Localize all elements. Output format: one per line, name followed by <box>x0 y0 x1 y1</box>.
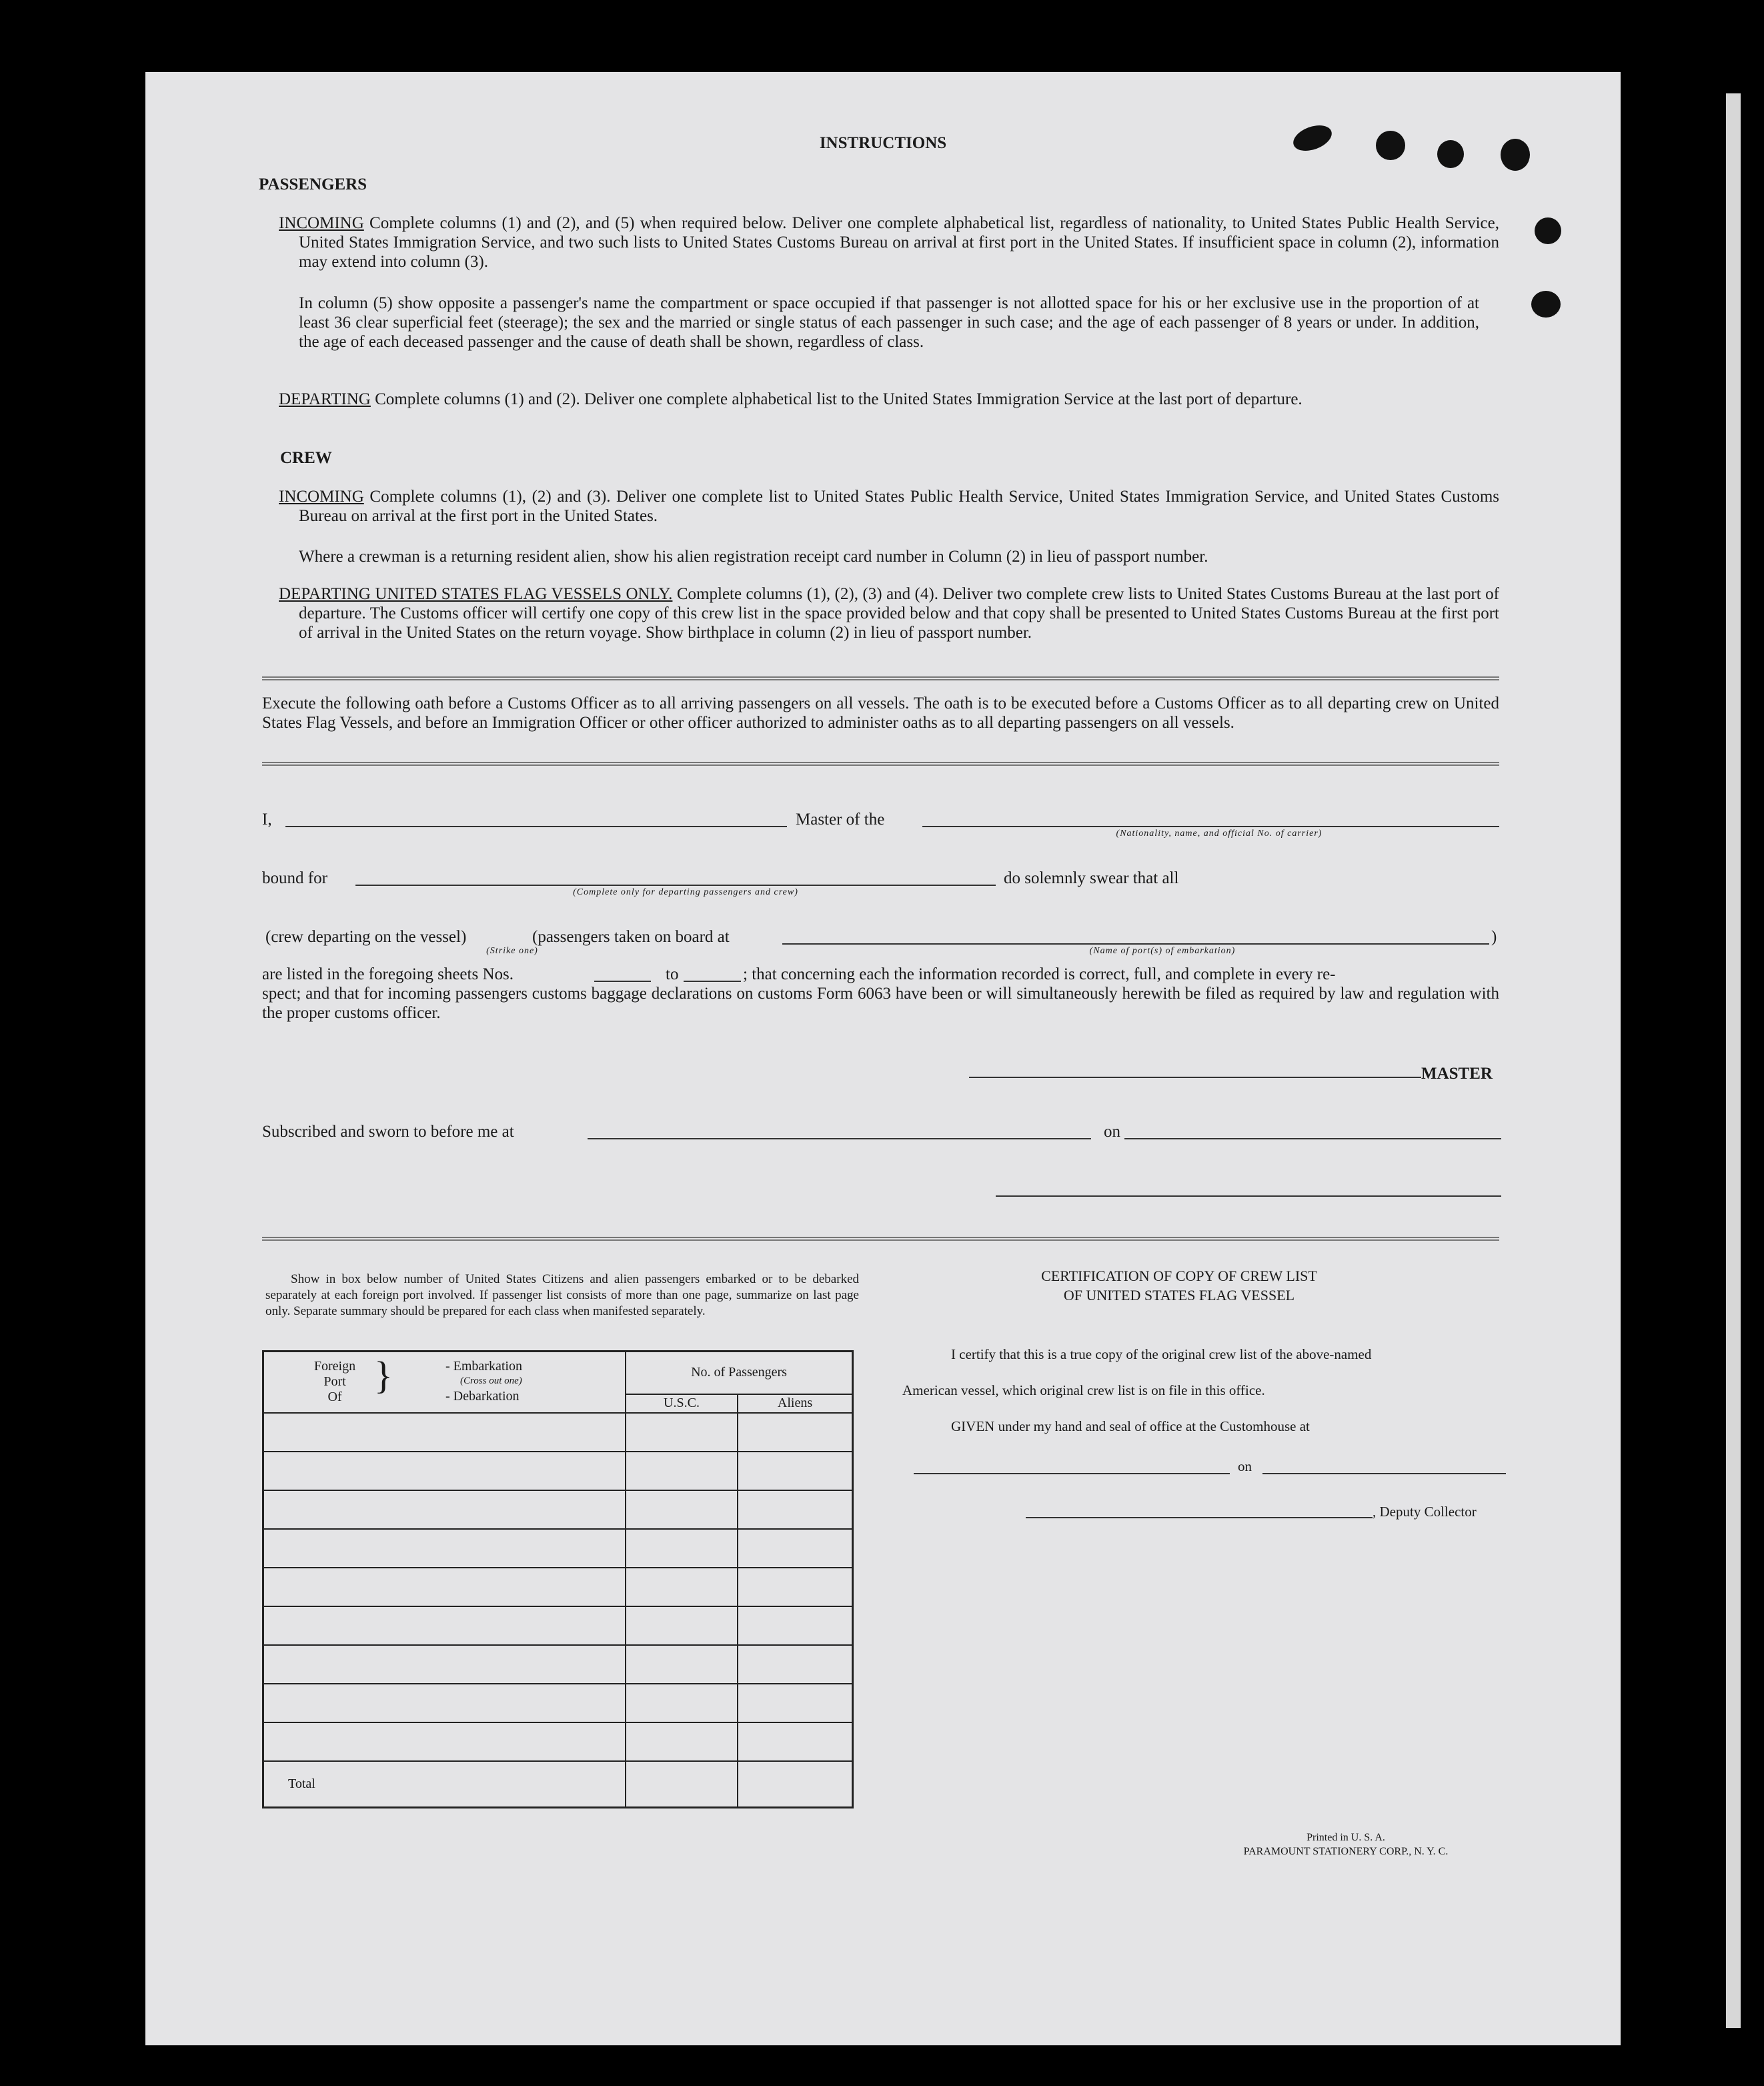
crew-incoming-text: Complete columns (1), (2) and (3). Deliver one complete list to United States Public Health Service, United States Immigration Service, and United States Customs Bureau on arrival at the first port in the United States. <box>299 488 1500 525</box>
column5-paragraph: In column (5) show opposite a passenger's name the compartment or space occupied if that passenger is not allotted space for his or her exclusive use in the proportion of at least 36 clear superficial feet (steerage); the sex and the married or single status of each passenger in such case; and the age of each passenger of 8 years or under. In addition, the age of each deceased passenger and the cause of death shall be shown, regardless of class. <box>299 294 1479 351</box>
crew-departing-text: Complete columns (1), (2), (3) and (4). Deliver two complete crew lists to United States Customs Bureau at the last port of departure. The Customs officer will certify one copy of this crew list in the space provided below and that copy shall be presented to United States Customs Bureau at the first port of arrival in the United States on the return voyage. Show birthplace in column (2) in lieu of passport number. <box>299 585 1499 642</box>
passengers-departing-label: DEPARTING <box>279 390 371 408</box>
total-row <box>263 1761 853 1808</box>
port-cell[interactable] <box>263 1413 626 1452</box>
master-signature-field[interactable] <box>969 1077 1421 1078</box>
port-cell[interactable] <box>263 1645 626 1684</box>
certify-text-b: American vessel, which original crew list is on file in this office. <box>902 1382 1265 1398</box>
aliens-cell[interactable] <box>738 1413 853 1452</box>
usc-cell[interactable] <box>626 1684 738 1722</box>
cross-out-label: (Cross out one) <box>460 1376 522 1386</box>
brace-glyph: } <box>374 1354 393 1397</box>
usc-cell[interactable] <box>626 1568 738 1606</box>
total-aliens-cell[interactable] <box>738 1761 853 1808</box>
crew-departing-option: (crew departing on the vessel) <box>265 928 467 946</box>
usc-cell[interactable] <box>626 1490 738 1529</box>
printer-imprint <box>1179 1831 1513 1859</box>
subscribed-date-field[interactable] <box>1124 1138 1501 1139</box>
port-cell[interactable] <box>263 1568 626 1606</box>
ports-caption: (Name of port(s) of embarkation) <box>1089 946 1236 956</box>
passengers-heading: PASSENGERS <box>259 175 367 193</box>
passengers-incoming-paragraph <box>279 213 1499 272</box>
listed-text-b: ; that concerning each the information recorded is correct, full, and complete in every re- <box>743 965 1336 983</box>
of-label: Of <box>327 1390 342 1404</box>
listed-text-a: are listed in the foregoing sheets Nos. <box>262 965 514 983</box>
certification-title-line2: OF UNITED STATES FLAG VESSEL <box>1063 1287 1295 1303</box>
table-row <box>263 1722 853 1761</box>
certify-on-label: on <box>1238 1458 1252 1474</box>
given-text: GIVEN under my hand and seal of office at the Customhouse at <box>951 1418 1310 1434</box>
usc-cell[interactable] <box>626 1722 738 1761</box>
total-label: Total <box>263 1761 626 1808</box>
certification-title <box>972 1266 1386 1305</box>
embarkation-label: - Embarkation <box>446 1359 522 1374</box>
deputy-collector-label: , Deputy Collector <box>1373 1504 1477 1520</box>
port-header-cell <box>263 1352 626 1413</box>
embarkation-ports-field[interactable] <box>782 943 1489 945</box>
strike-one-caption: (Strike one) <box>486 946 538 956</box>
usc-cell[interactable] <box>626 1452 738 1490</box>
aliens-header: Aliens <box>738 1394 853 1413</box>
master-name-field[interactable] <box>285 826 787 827</box>
table-row <box>263 1529 853 1568</box>
table-row <box>263 1413 853 1452</box>
aliens-cell[interactable] <box>738 1490 853 1529</box>
aliens-cell[interactable] <box>738 1606 853 1645</box>
port-cell[interactable] <box>263 1529 626 1568</box>
port-cell[interactable] <box>263 1490 626 1529</box>
aliens-cell[interactable] <box>738 1529 853 1568</box>
usc-header: U.S.C. <box>626 1394 738 1413</box>
no-passengers-header: No. of Passengers <box>626 1352 853 1394</box>
passengers-departing-text: Complete columns (1) and (2). Deliver one complete alphabetical list to the United States Immigration Service at the last port of departure. <box>375 390 1302 408</box>
passenger-summary-table <box>262 1350 854 1808</box>
passengers-incoming-text: Complete columns (1) and (2), and (5) when required below. Deliver one complete alphabetical list, regardless of nationality, to United States Public Health Service, United States Immigration Service, and two such lists to United States Customs Bureau on arrival at first port in the United States. If insufficient space in column (2), information may extend into column (3). <box>299 214 1500 271</box>
bound-for-field[interactable] <box>355 885 996 886</box>
ink-blot <box>1535 217 1561 244</box>
foreign-port-of-label <box>301 1359 368 1405</box>
section-divider <box>262 676 1499 680</box>
bound-for-label: bound for <box>262 869 327 887</box>
crew-departing-label: DEPARTING UNITED STATES FLAG VESSELS ONLY. <box>279 585 673 603</box>
carrier-caption: (Nationality, name, and official No. of carrier) <box>1116 829 1322 839</box>
table-row <box>263 1490 853 1529</box>
debarkation-label: - Debarkation <box>446 1389 520 1404</box>
port-cell[interactable] <box>263 1722 626 1761</box>
usc-cell[interactable] <box>626 1413 738 1452</box>
close-paren: ) <box>1491 928 1497 946</box>
swear-text: do solemnly swear that all <box>1004 869 1179 887</box>
passengers-departing-paragraph <box>279 390 1499 409</box>
foreign-label: Foreign <box>313 1359 356 1374</box>
subscribed-label: Subscribed and sworn to before me at <box>262 1123 514 1141</box>
crewman-paragraph: Where a crewman is a returning resident alien, show his alien registration receipt card number in Column (2) in lieu of passport number. <box>299 548 1208 566</box>
usc-cell[interactable] <box>626 1529 738 1568</box>
section-divider <box>262 1237 1499 1241</box>
carrier-field[interactable] <box>922 826 1499 827</box>
film-edge-strip <box>1726 93 1741 2028</box>
form-page <box>145 72 1621 2045</box>
passengers-taken-option: (passengers taken on board at <box>532 928 730 946</box>
officer-signature-field[interactable] <box>996 1195 1501 1197</box>
instructions-title: INSTRUCTIONS <box>819 134 947 152</box>
usc-cell[interactable] <box>626 1606 738 1645</box>
listed-to: to <box>666 965 679 983</box>
aliens-cell[interactable] <box>738 1645 853 1684</box>
certify-date-field[interactable] <box>1262 1473 1506 1474</box>
table-row <box>263 1568 853 1606</box>
bound-for-caption: (Complete only for departing passengers and crew) <box>573 887 798 897</box>
port-cell[interactable] <box>263 1606 626 1645</box>
crew-departing-paragraph <box>279 584 1499 642</box>
aliens-cell[interactable] <box>738 1722 853 1761</box>
section-divider <box>262 762 1499 766</box>
certify-text-a: I certify that this is a true copy of the original crew list of the above-named <box>951 1346 1372 1362</box>
summary-note: Show in box below number of United States Citizens and alien passengers embarked or to be debarked separately at each foreign port involved. If passenger list consists of more than one page, summarize on last page only. Separate summary should be prepared for each class when manifested separately. <box>265 1272 859 1318</box>
aliens-cell[interactable] <box>738 1684 853 1722</box>
master-of-the-label: Master of the <box>796 811 885 829</box>
customhouse-field[interactable] <box>914 1473 1230 1474</box>
printer-line2: PARAMOUNT STATIONERY CORP., N. Y. C. <box>1243 1846 1449 1857</box>
usc-cell[interactable] <box>626 1645 738 1684</box>
subscribed-on-label: on <box>1104 1123 1120 1141</box>
port-label: Port <box>323 1374 346 1389</box>
crew-heading: CREW <box>280 449 332 467</box>
passengers-incoming-label: INCOMING <box>279 214 364 232</box>
sheet-to-field[interactable] <box>684 981 741 982</box>
oath-i: I, <box>262 811 272 829</box>
port-cell[interactable] <box>263 1684 626 1722</box>
oath-intro: Execute the following oath before a Customs Officer as to all arriving passengers on all vessels. The oath is to be executed before a Customs Officer as to all departing crew on United States Flag Vessels, and before an Immigration Officer or other officer authorized to administer oaths as to all departing passengers on all vessels. <box>262 694 1499 732</box>
table-row <box>263 1452 853 1490</box>
ink-blot <box>1531 291 1561 318</box>
crew-incoming-paragraph <box>279 487 1499 526</box>
certification-title-line1: CERTIFICATION OF COPY OF CREW LIST <box>1041 1267 1317 1284</box>
printer-line1: Printed in U. S. A. <box>1306 1832 1385 1843</box>
table-row <box>263 1684 853 1722</box>
subscribed-place-field[interactable] <box>588 1138 1091 1139</box>
total-usc-cell[interactable] <box>626 1761 738 1808</box>
crew-incoming-label: INCOMING <box>279 488 364 506</box>
master-label: MASTER <box>1421 1065 1493 1083</box>
table-row <box>263 1606 853 1645</box>
aliens-cell[interactable] <box>738 1452 853 1490</box>
table-row <box>263 1645 853 1684</box>
deputy-signature-field[interactable] <box>1026 1517 1373 1518</box>
sheet-from-field[interactable] <box>594 981 651 982</box>
aliens-cell[interactable] <box>738 1568 853 1606</box>
listed-text-c: spect; and that for incoming passengers customs baggage declarations on customs Form 6063 have been or will simultaneously herewith be filed as required by law and regulation with the proper customs officer. <box>262 985 1499 1022</box>
port-cell[interactable] <box>263 1452 626 1490</box>
